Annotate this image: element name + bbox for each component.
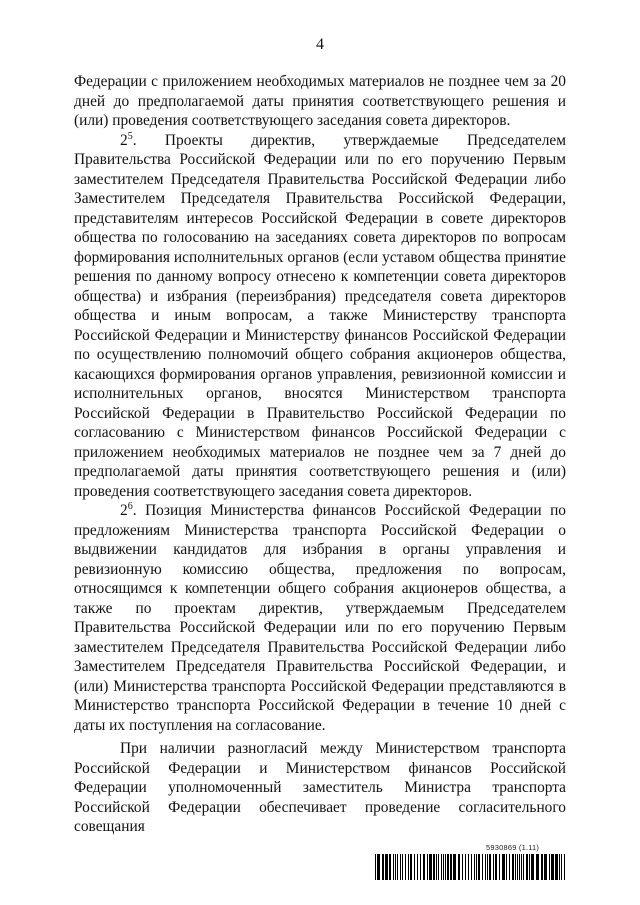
- barcode-bar: [471, 854, 472, 880]
- paragraph-continuation: Федерации с приложением необходимых материалов не позднее чем за 20 дней до предполагаемой даты принятия соответствующего решения и (или) проведения соответствующего заседания совета директоров.: [74, 73, 566, 129]
- barcode-bar: [476, 854, 477, 880]
- barcode-bar: [465, 854, 466, 880]
- clause-number: 2: [120, 131, 128, 149]
- clause-text: . Позиция Министерства финансов Российской Федерации по предложениям Министерства транспорта Российской Федерации о выдвижении кандидатов для избрания в органы управления и ревизионную комиссию общества, предложения по вопросам, относящимся к компетенции общего собрания акционеров общества, а также по проектам директив, утверждаемым Председателем Правительства Российской Федерации или по его поручению Первым заместителем Председателя Правительства Российской Федерации либо Заместителем Председателя Правительства Российской Федерации, и (или) Министерства транспорта Российской Федерации представляются в Министерство транспорта Российской Федерации в течение 10 дней с даты их поступления на согласование.: [74, 502, 566, 734]
- barcode-bar: [559, 854, 560, 880]
- document-body: [74, 72, 566, 837]
- barcode-bar: [427, 854, 428, 880]
- barcode-bar: [423, 854, 425, 880]
- barcode-bar: [429, 854, 432, 880]
- barcode-bar: [517, 854, 518, 880]
- barcode-bar: [502, 854, 505, 880]
- barcode-bar: [526, 854, 528, 880]
- barcode-bar: [506, 854, 507, 880]
- barcode-bar: [458, 854, 460, 880]
- barcode-bar: [478, 854, 480, 880]
- barcode-bar: [402, 854, 403, 880]
- clause-text: . Проекты директив, утверждаемые Председателем Правительства Российской Федерации или по его поручению Первым заместителем Председателя Правительства Российской Федерации либо Заместителем Председателя Правительства Российской Федерации, представителям интересов Российской Федерации в совете директоров общества по голосованию на заседаниях совета директоров по вопросам формирования исполнительных органов (если уставом общества принятие решения по данному вопросу отнесено к компетенции совета директоров общества) и избрания (переизбрания) председателя совета директоров общества и иным вопросам, а также Министерству транспорта Российской Федерации и Министерству финансов Российской Федерации по осуществлению полномочий общего собрания акционеров общества, касающихся формирования органов управления, ревизионной комиссии и исполнительных органов, вносятся Министерством транспорта Российской Федерации в Правительство Российской Федерации по согласованию с Министерством финансов Российской Федерации с приложением необходимых материалов не позднее чем за 7 дней до предполагаемой даты принятия соответствующего решения и (или) проведения соответствующего заседания совета директоров.: [74, 131, 566, 500]
- clause-superscript: 5: [127, 130, 133, 142]
- barcode-bar: [400, 854, 401, 880]
- barcode-bar: [420, 854, 421, 880]
- barcode-bar: [509, 854, 510, 880]
- barcode-bar: [531, 854, 534, 880]
- paragraph-2-6: [74, 501, 566, 735]
- barcode-bar: [529, 854, 530, 880]
- barcode-bar: [521, 854, 522, 880]
- barcode-bar: [385, 854, 388, 880]
- barcode-bar: [468, 854, 469, 880]
- barcode-bar: [445, 854, 446, 880]
- barcode-bar: [436, 854, 437, 880]
- barcode-bar: [405, 854, 406, 880]
- barcode-bar: [489, 854, 491, 880]
- paragraph-2-5: [74, 131, 566, 502]
- barcode-bar: [499, 854, 500, 880]
- barcode-bar: [393, 854, 394, 880]
- barcode-bar: [408, 854, 409, 880]
- barcode-bar: [417, 854, 418, 880]
- barcode-bar: [375, 854, 376, 880]
- barcode-bar: [397, 854, 398, 880]
- barcode-bar: [487, 854, 488, 880]
- clause-number: 2: [120, 502, 128, 519]
- barcode-bar: [549, 854, 550, 880]
- barcode-bar: [536, 854, 539, 880]
- barcode-bar: [443, 854, 444, 880]
- barcode-bar: [523, 854, 524, 880]
- barcode-bar: [541, 854, 543, 880]
- barcode-bar: [544, 854, 547, 880]
- barcode-bar: [433, 854, 435, 880]
- barcode-bar: [555, 854, 558, 880]
- barcode-bar: [438, 854, 439, 880]
- barcode-bar: [414, 854, 415, 880]
- clause-superscript: 6: [127, 500, 133, 512]
- page-number: 4: [316, 36, 324, 53]
- barcode-image: [374, 854, 568, 880]
- barcode-bar: [441, 854, 442, 880]
- barcode-bar: [551, 854, 554, 880]
- barcode-bar: [410, 854, 412, 880]
- barcode-bar: [395, 854, 396, 880]
- barcode-bar: [485, 854, 486, 880]
- barcode-bar: [382, 854, 384, 880]
- barcode-bar: [561, 854, 562, 880]
- paragraph-disagreements: При наличии разногласий между Министерством транспорта Российской Федерации и Министерством финансов Российской Федерации уполномоченный заместитель Министра транспорта Российской Федерации обеспечивает проведение согласительного совещания: [74, 740, 566, 835]
- barcode-bar: [450, 854, 452, 880]
- barcode-bar: [453, 854, 456, 880]
- barcode-bar: [389, 854, 391, 880]
- barcode-bar: [495, 854, 497, 880]
- barcode-bar: [482, 854, 483, 880]
- barcode-bar: [515, 854, 516, 880]
- barcode-bar: [512, 854, 514, 880]
- document-code: 5930869 (1.11): [486, 843, 540, 852]
- barcode-bar: [519, 854, 520, 880]
- barcode-bar: [564, 854, 565, 880]
- barcode-bar: [377, 854, 380, 880]
- barcode-bar: [474, 854, 475, 880]
- barcode-bar: [462, 854, 463, 880]
- barcode-bar: [447, 854, 449, 880]
- barcode-bar: [493, 854, 494, 880]
